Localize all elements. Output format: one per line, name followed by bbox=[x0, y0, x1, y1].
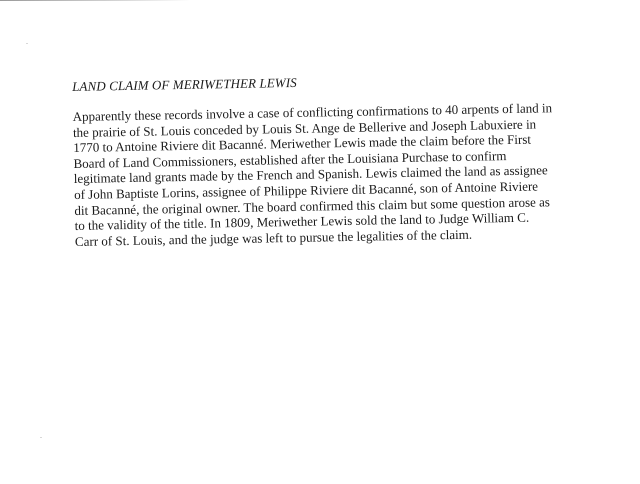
page-top-edge-line bbox=[0, 0, 420, 1]
scan-speck bbox=[40, 437, 42, 438]
scan-speck bbox=[26, 43, 28, 44]
document-text-block bbox=[72, 70, 555, 249]
document-body-paragraph: Apparently these records involve a case of conflicting confirmations to 40 arpents of land in the prairie of St. Louis conceded by Louis St. Ange de Bellerive and Joseph Labuxiere in 1770 to Antoine Riviere dit Bacanné. Meriwether Lewis made the claim before the First Board of Land Commissioners, established after the Louisiana Purchase to confirm legitimate land grants made by the French and Spanish. Lewis claimed the land as assignee of John Baptiste Lorins, assignee of Philippe Riviere dit Bacanné, son of Antoine Riviere dit Bacanné, the original owner. The board confirmed this claim but some question arose as to the validity of the title. In 1809, Meriwether Lewis sold the land to Judge William C. Carr of St. Louis, and the judge was left to pursue the legalities of the claim. bbox=[72, 100, 553, 249]
document-title: LAND CLAIM OF MERIWETHER LEWIS bbox=[72, 74, 297, 94]
